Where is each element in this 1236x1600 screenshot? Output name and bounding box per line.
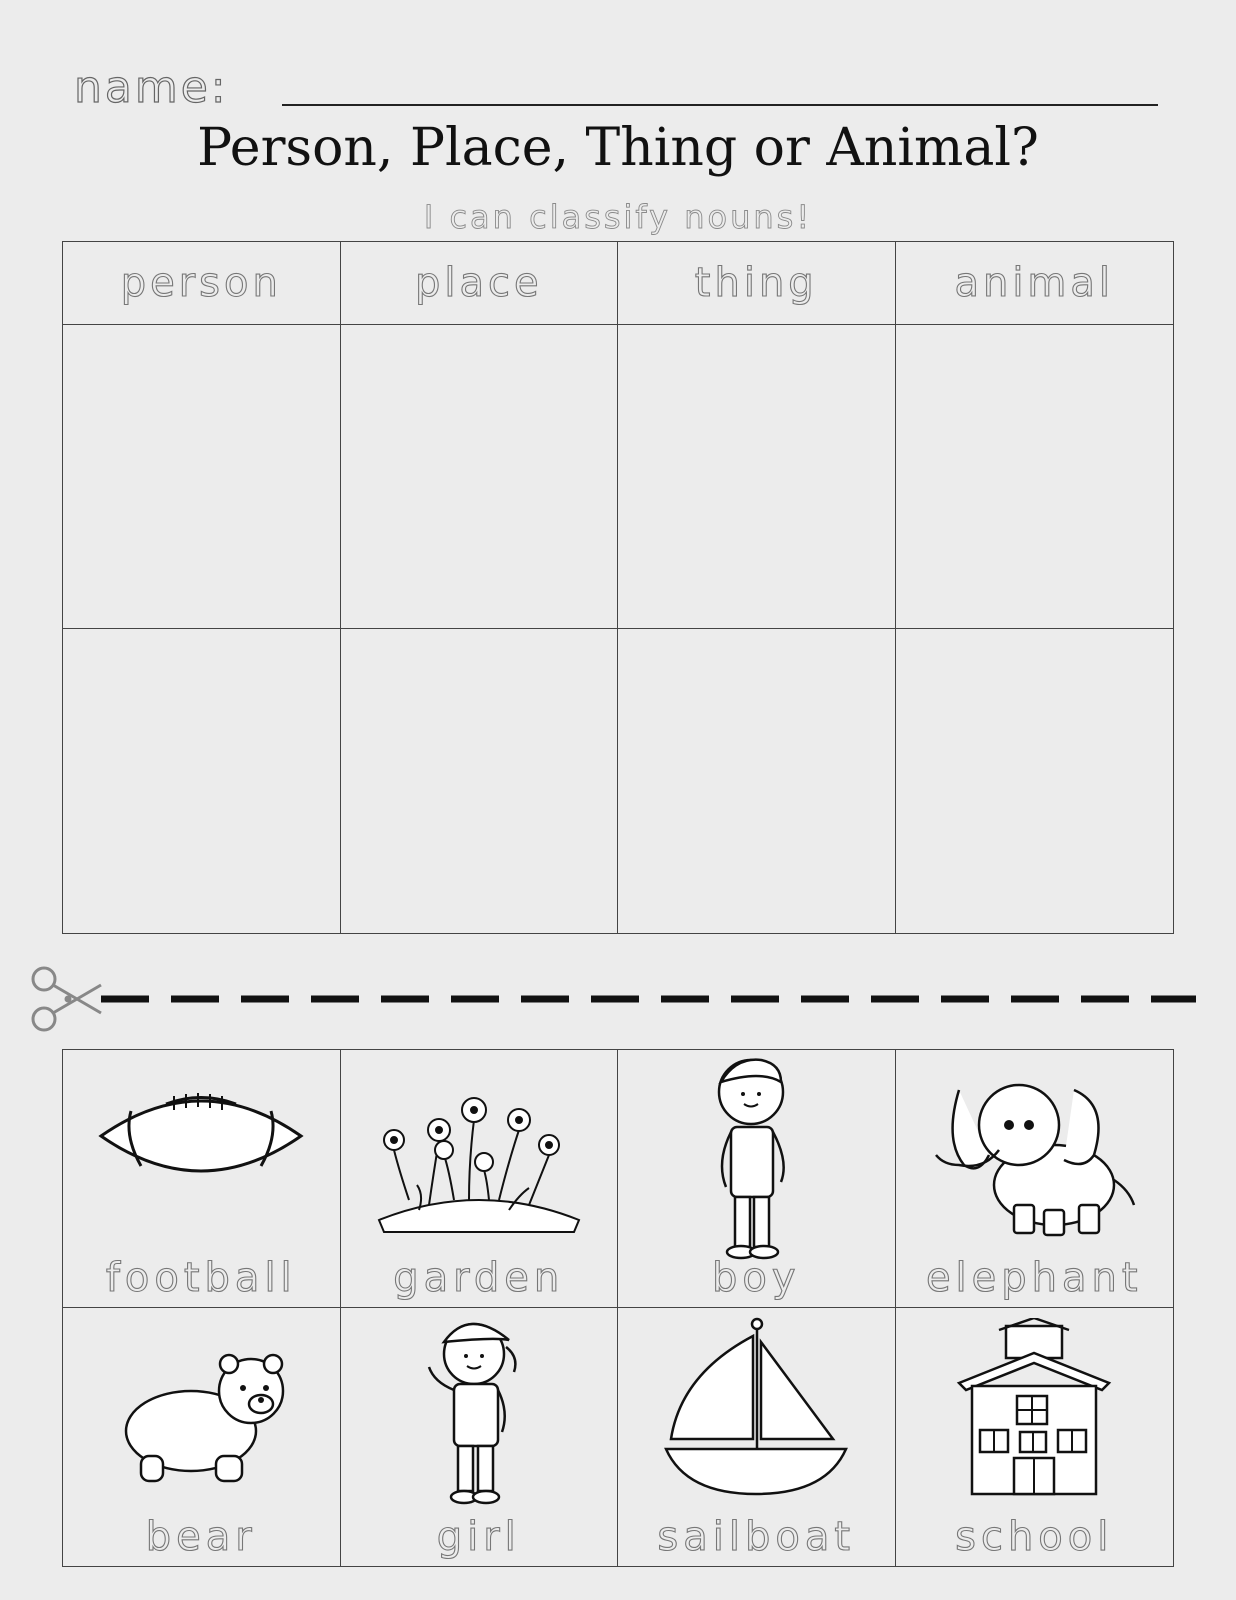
sort-box-place-2[interactable] — [341, 629, 619, 933]
card-word: girl — [436, 1514, 521, 1560]
card-elephant[interactable] — [896, 1050, 1174, 1308]
sort-box-place-1[interactable] — [341, 325, 619, 629]
sort-box-thing-2[interactable] — [618, 629, 896, 933]
boy-icon — [701, 1052, 811, 1262]
sort-box-animal-2[interactable] — [896, 629, 1174, 933]
worksheet-subtitle: I can classify nouns! — [423, 198, 813, 236]
bear-icon — [111, 1346, 291, 1486]
header-thing: thing — [618, 242, 896, 325]
card-sailboat[interactable] — [618, 1308, 896, 1566]
card-football[interactable] — [63, 1050, 341, 1308]
elephant-icon — [924, 1070, 1144, 1245]
card-word: school — [955, 1514, 1114, 1560]
header-place: place — [341, 242, 619, 325]
football-icon — [96, 1086, 306, 1186]
header-person: person — [63, 242, 341, 325]
cut-line — [26, 965, 1196, 1035]
name-write-line[interactable] — [282, 104, 1158, 106]
scissors-icon — [33, 968, 101, 1030]
card-word: boy — [711, 1255, 801, 1301]
sort-box-animal-1[interactable] — [896, 325, 1174, 629]
card-girl[interactable] — [341, 1308, 619, 1566]
card-boy[interactable] — [618, 1050, 896, 1308]
card-school[interactable] — [896, 1308, 1174, 1566]
worksheet-title: Person, Place, Thing or Animal? — [197, 118, 1039, 178]
garden-icon — [369, 1070, 589, 1240]
name-label: name: — [74, 62, 229, 113]
school-icon — [954, 1318, 1114, 1498]
girl-icon — [414, 1312, 544, 1512]
card-garden[interactable] — [341, 1050, 619, 1308]
sort-box-person-2[interactable] — [63, 629, 341, 933]
header-animal: animal — [896, 242, 1174, 325]
card-bear[interactable] — [63, 1308, 341, 1566]
card-word: sailboat — [657, 1514, 856, 1560]
card-word: elephant — [925, 1255, 1143, 1301]
card-word: bear — [145, 1514, 257, 1560]
sort-box-thing-1[interactable] — [618, 325, 896, 629]
sorting-table — [62, 241, 1174, 934]
picture-cards — [62, 1049, 1174, 1567]
sailboat-icon — [661, 1314, 851, 1499]
card-word: garden — [393, 1255, 565, 1301]
sort-box-person-1[interactable] — [63, 325, 341, 629]
card-word: football — [105, 1255, 297, 1301]
